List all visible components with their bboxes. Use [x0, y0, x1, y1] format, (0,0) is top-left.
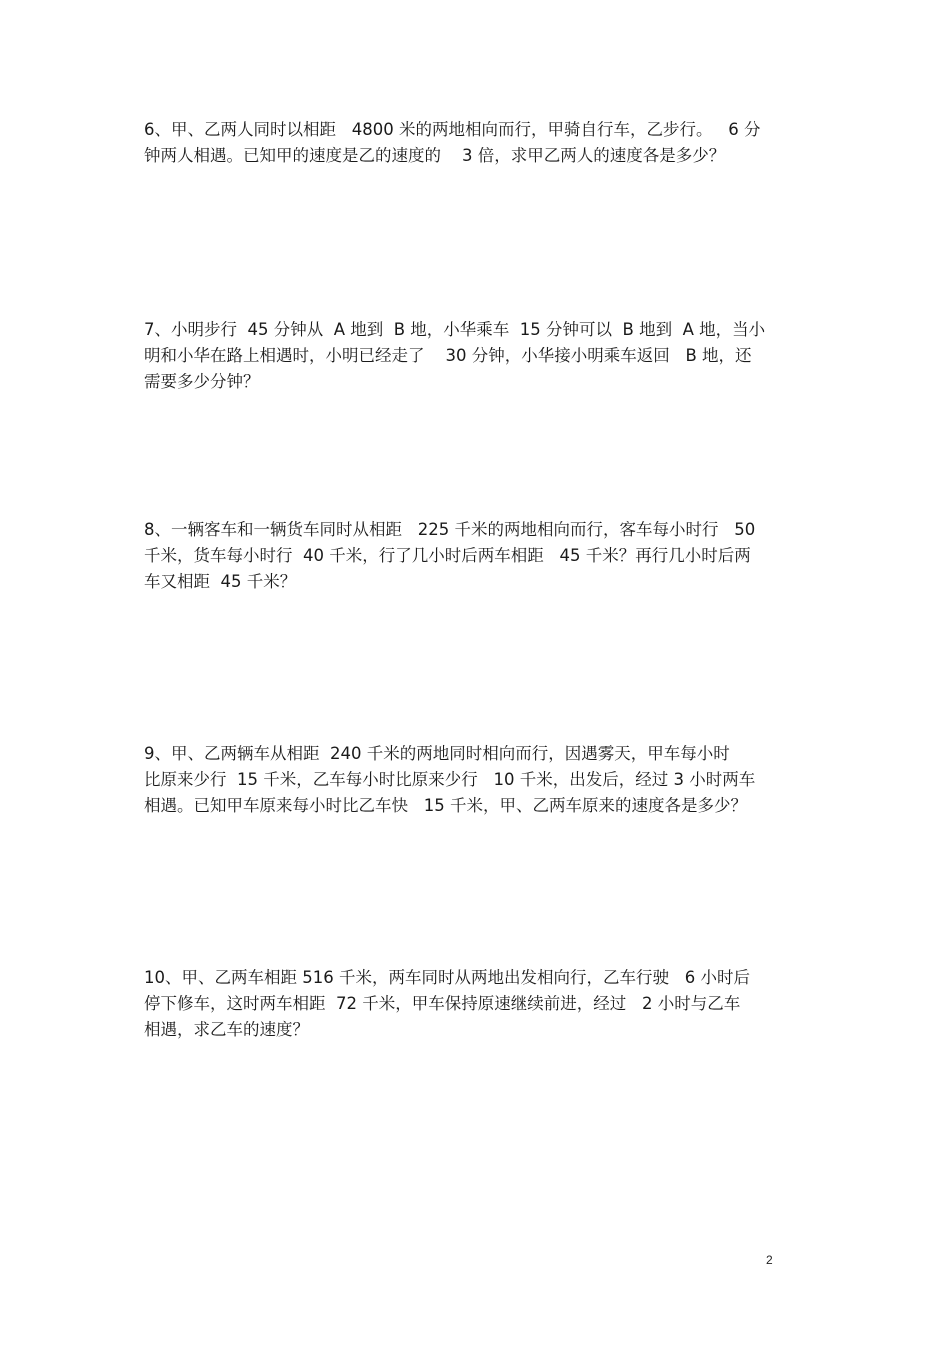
problem-6: [144, 117, 824, 169]
problem-line: 千米，货车每小时行 40 千米，行了几小时后两车相距 45 千米？再行几小时后两: [144, 546, 751, 565]
problem-line: 相遇。已知甲车原来每小时比乙车快 15 千米，甲、乙两车原来的速度各是多少？: [144, 796, 747, 815]
problem-9: [144, 741, 824, 819]
problem-7: [144, 317, 824, 395]
problem-line: 比原来少行 15 千米，乙车每小时比原来少行 10 千米，出发后，经过 3 小时两车: [144, 770, 756, 789]
problem-line: 需要多少分钟？: [144, 372, 260, 391]
problem-line: 6、甲、乙两人同时以相距 4800 米的两地相向而行，甲骑自行车，乙步行。 6 分: [144, 120, 761, 139]
problem-line: 钟两人相遇。已知甲的速度是乙的速度的 3 倍，求甲乙两人的速度各是多少？: [144, 146, 726, 165]
problem-line: 9、甲、乙两辆车从相距 240 千米的两地同时相向而行，因遇雾天，甲车每小时: [144, 744, 730, 763]
problem-line: 停下修车，这时两车相距 72 千米，甲车保持原速继续前进，经过 2 小时与乙车: [144, 994, 741, 1013]
problem-line: 7、小明步行 45 分钟从 A 地到 B 地，小华乘车 15 分钟可以 B 地到 A 地，当小: [144, 320, 766, 339]
page-number: 2: [766, 1253, 773, 1267]
problem-line: 车又相距 45 千米？: [144, 572, 297, 591]
problem-line: 10、甲、乙两车相距 516 千米，两车同时从两地出发相向行，乙车行驶 6 小时后: [144, 968, 750, 987]
problem-8: [144, 517, 824, 595]
problem-line: 8、一辆客车和一辆货车同时从相距 225 千米的两地相向而行，客车每小时行 50: [144, 520, 756, 539]
problem-10: [144, 965, 824, 1043]
problem-line: 相遇，求乙车的速度？: [144, 1020, 309, 1039]
problem-line: 明和小华在路上相遇时，小明已经走了 30 分钟，小华接小明乘车返回 B 地，还: [144, 346, 752, 365]
